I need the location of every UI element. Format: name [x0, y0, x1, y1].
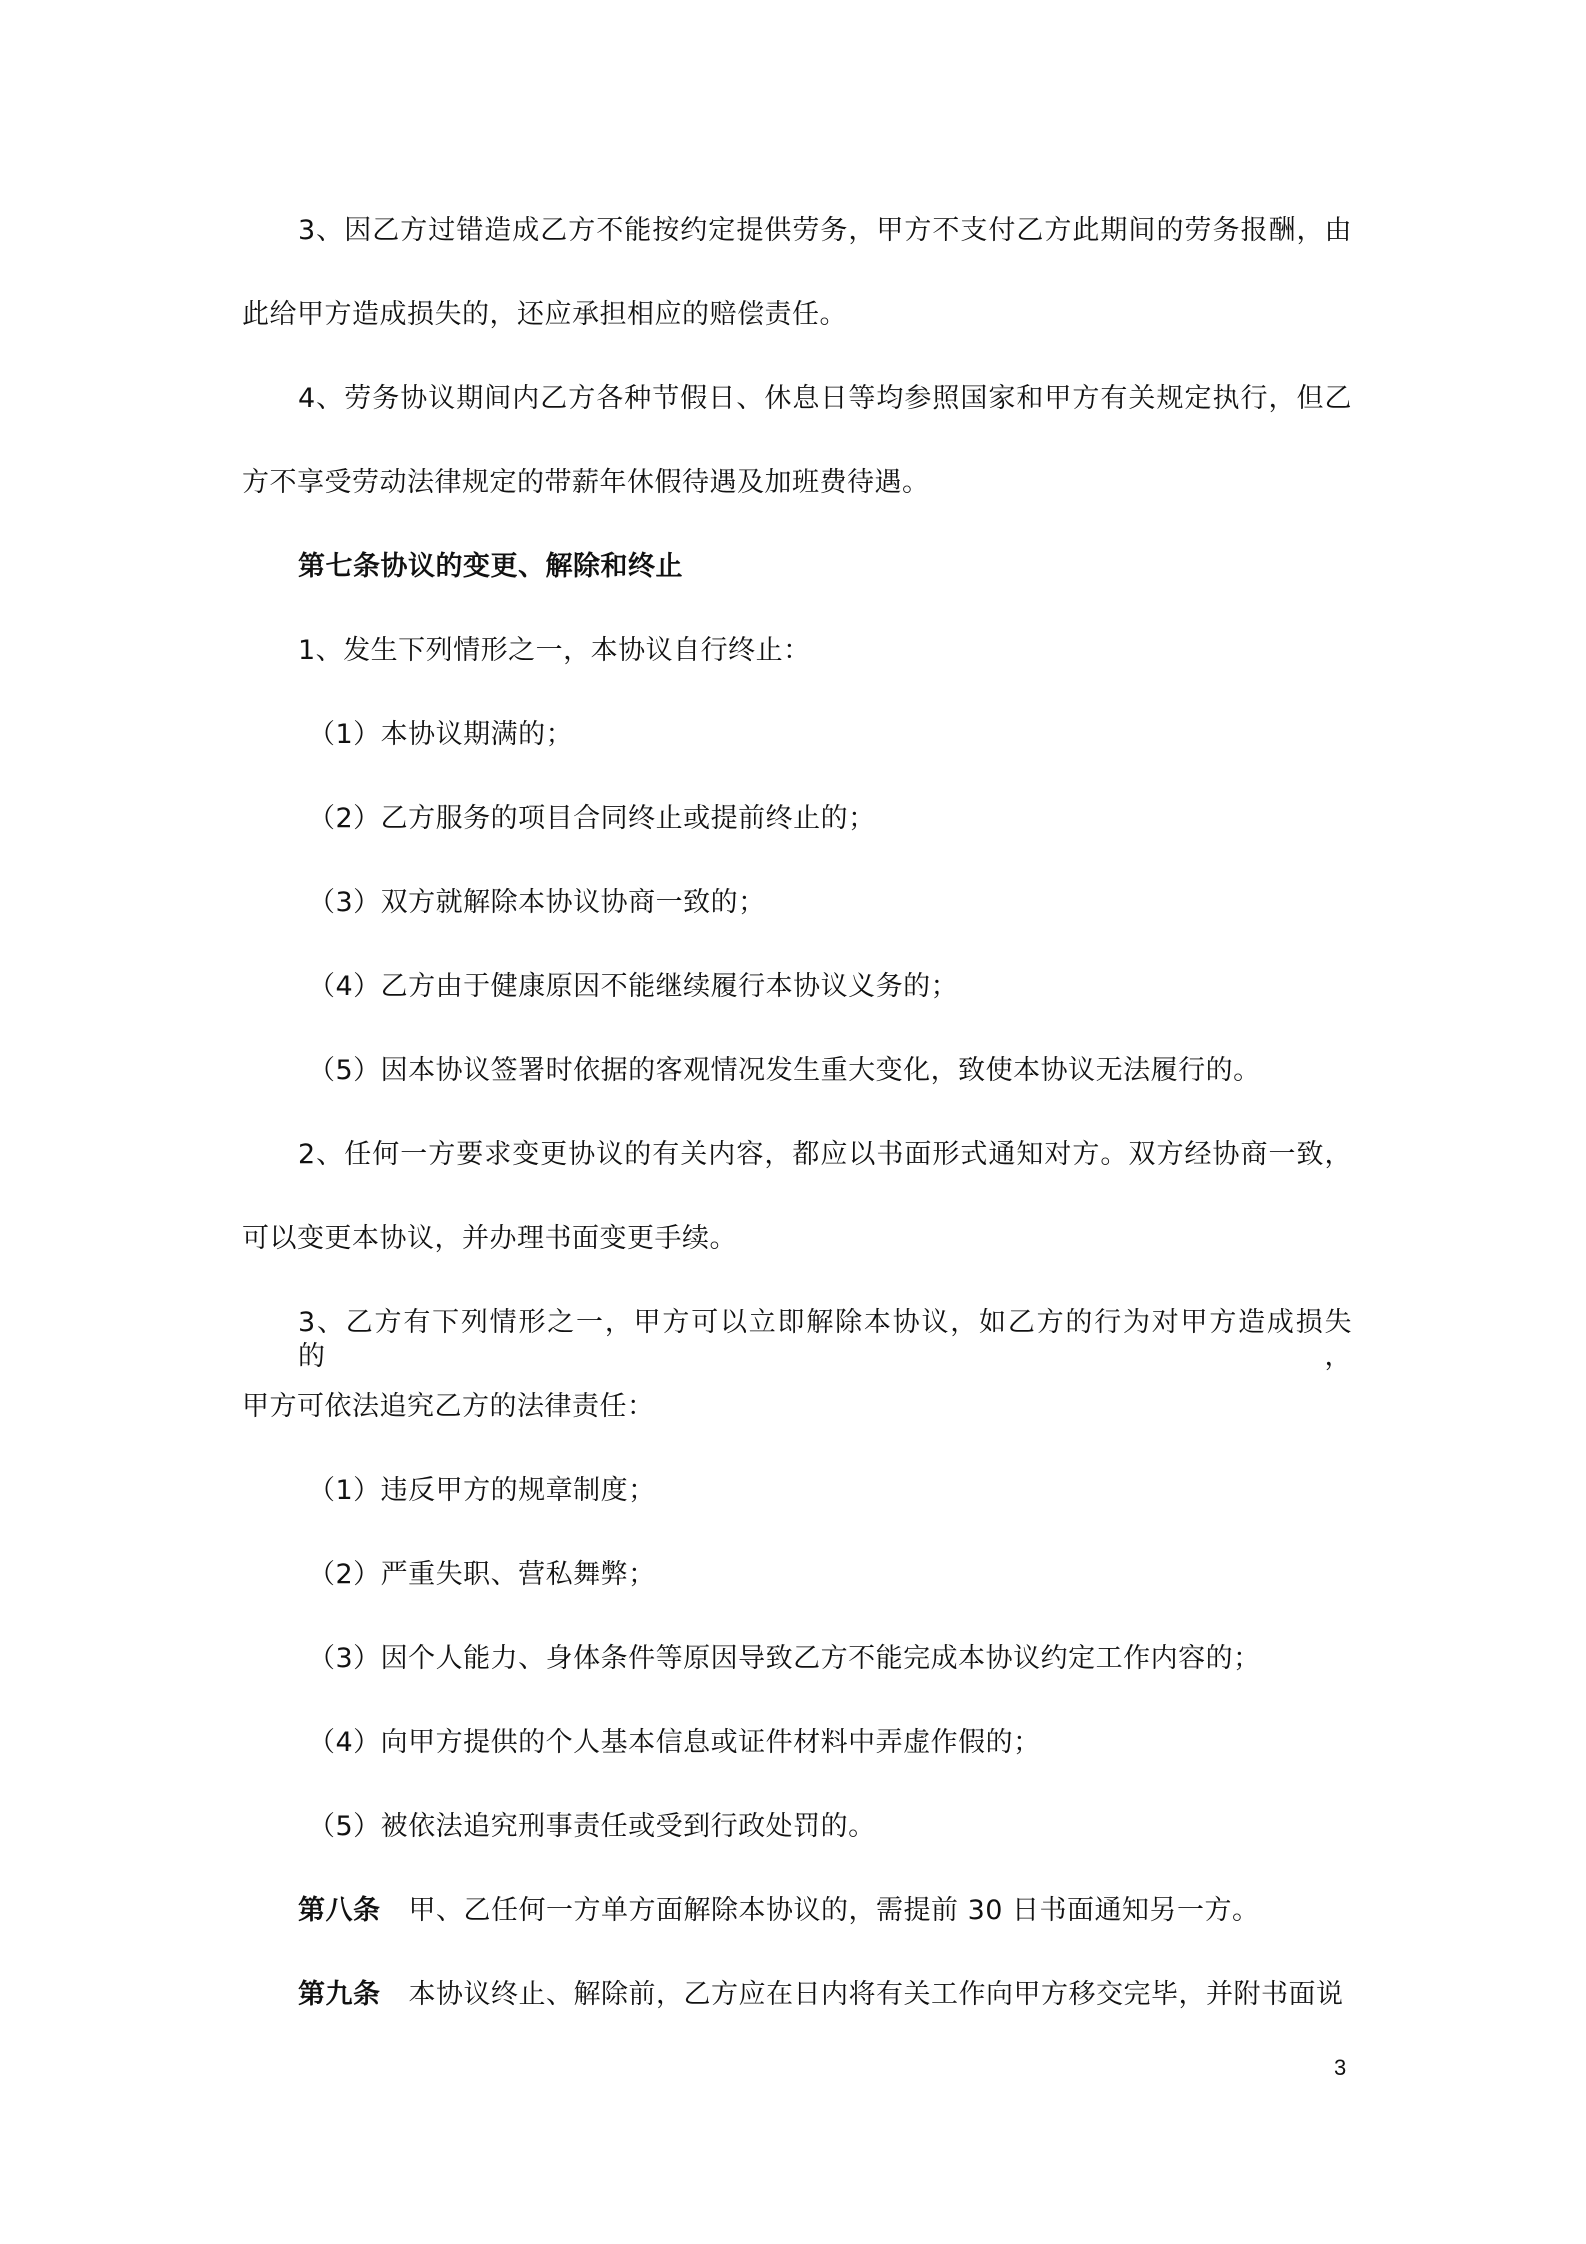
article-7-clause-2-line-2: 可以变更本协议，并办理书面变更手续。	[242, 1223, 737, 1254]
article-7-clause-3-item-5: （5）被依法追究刑事责任或受到行政处罚的。	[308, 1811, 876, 1842]
article-7-clause-3-item-2: （2）严重失职、营私舞弊；	[308, 1559, 656, 1590]
article-7-clause-1-item-5: （5）因本协议签署时依据的客观情况发生重大变化，致使本协议无法履行的。	[308, 1055, 1261, 1086]
article-7-clause-1: 1、发生下列情形之一，本协议自行终止：	[298, 635, 811, 666]
article-7-clause-1-item-1: （1）本协议期满的；	[308, 719, 574, 750]
article-7-clause-3-line-1: 3、乙方有下列情形之一，甲方可以立即解除本协议，如乙方的行为对甲方造成损失的，	[298, 1307, 1352, 1372]
article-8-text: 甲、乙任何一方单方面解除本协议的，需提前 30 日书面通知另一方。	[408, 1895, 1260, 1926]
article-7-clause-1-item-4: （4）乙方由于健康原因不能继续履行本协议义务的；	[308, 971, 959, 1002]
article-7-clause-3-item-1: （1）违反甲方的规章制度；	[308, 1475, 656, 1506]
article-8-label: 第八条	[298, 1895, 381, 1926]
article-8	[298, 1894, 1260, 1928]
article-7-clause-3-line-2: 甲方可依法追究乙方的法律责任：	[242, 1391, 655, 1422]
page-number: 3	[1334, 2055, 1347, 2080]
article-7-clause-1-item-3: （3）双方就解除本协议协商一致的；	[308, 887, 766, 918]
article-7-clause-1-item-2: （2）乙方服务的项目合同终止或提前终止的；	[308, 803, 876, 834]
paragraph-3-line-1: 3、因乙方过错造成乙方不能按约定提供劳务，甲方不支付乙方此期间的劳务报酬，由	[298, 215, 1352, 246]
article-9	[298, 1978, 1344, 2012]
article-7-clause-3-item-3: （3）因个人能力、身体条件等原因导致乙方不能完成本协议约定工作内容的；	[308, 1643, 1261, 1674]
article-7-clause-3-item-4: （4）向甲方提供的个人基本信息或证件材料中弄虚作假的；	[308, 1727, 1041, 1758]
article-7-heading: 第七条协议的变更、解除和终止	[298, 551, 683, 582]
article-7-clause-2-line-1: 2、任何一方要求变更协议的有关内容，都应以书面形式通知对方。双方经协商一致，	[298, 1139, 1352, 1170]
article-9-text: 本协议终止、解除前，乙方应在日内将有关工作向甲方移交完毕，并附书面说	[408, 1979, 1344, 2010]
paragraph-3-line-2: 此给甲方造成损失的，还应承担相应的赔偿责任。	[242, 299, 847, 330]
paragraph-4-line-2: 方不享受劳动法律规定的带薪年休假待遇及加班费待遇。	[242, 467, 930, 498]
article-9-label: 第九条	[298, 1979, 381, 2010]
paragraph-4-line-1: 4、劳务协议期间内乙方各种节假日、休息日等均参照国家和甲方有关规定执行，但乙	[298, 383, 1352, 414]
